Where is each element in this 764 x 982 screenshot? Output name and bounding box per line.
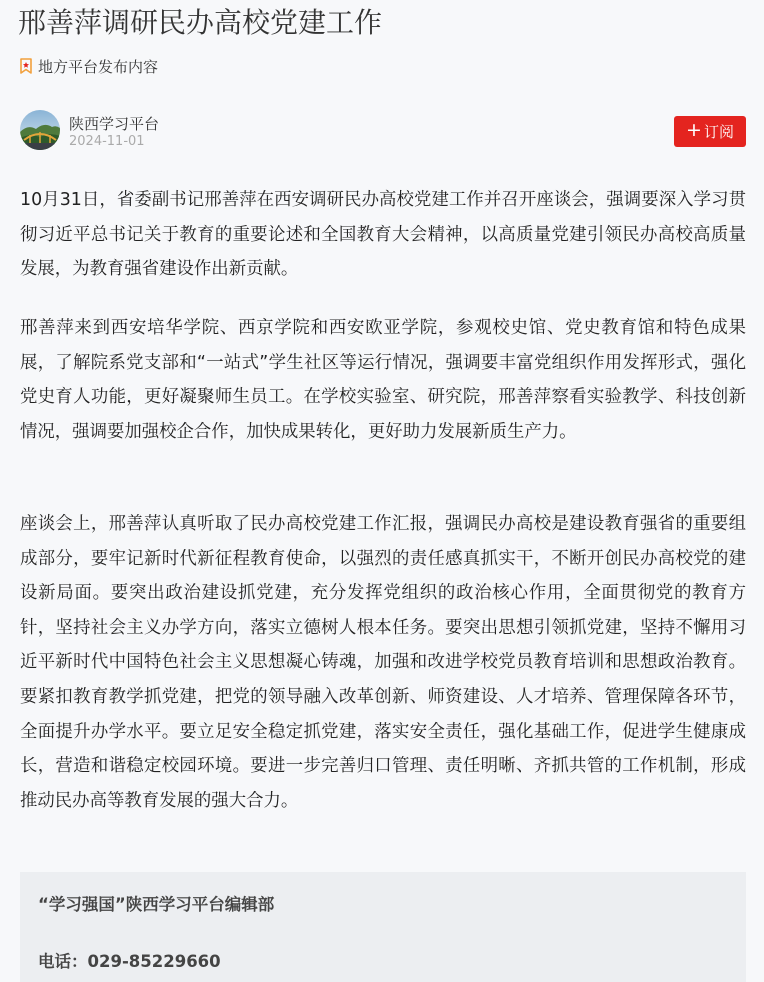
article-paragraph: 邢善萍来到西安培华学院、西京学院和西安欧亚学院，参观校史馆、党史教育馆和特色成果展，了解院系党支部和“一站式”学生社区等运行情况，强调要丰富党组织作用发挥形式，强化党史育人功能，更好凝聚师生员工。在学校实验室、研究院，邢善萍察看实验教学、科技创新情况，强调要加强校企合作，加快成果转化，更好助力发展新质生产力。 bbox=[20, 318, 746, 442]
author-name[interactable]: 陕西学习平台 bbox=[69, 115, 160, 133]
plus-icon: + bbox=[686, 119, 702, 141]
article-paragraph: 10月31日，省委副书记邢善萍在西安调研民办高校党建工作并召开座谈会，强调要深入学习贯彻习近平总书记关于教育的重要论述和全国教育大会精神，以高质量党建引领民办高校高质量发展，为教育强省建设作出新贡献。 bbox=[20, 190, 746, 280]
footer-phone: 电话：029-85229660 bbox=[38, 952, 221, 971]
footer-org: “学习强国”陕西学习平台编辑部 bbox=[38, 895, 275, 914]
article-title: 邢善萍调研民办高校党建工作 bbox=[18, 6, 383, 39]
publish-date: 2024-11-01 bbox=[69, 134, 145, 149]
avatar[interactable] bbox=[20, 110, 60, 150]
author-row bbox=[20, 110, 746, 152]
editorial-footer bbox=[20, 872, 746, 982]
subscribe-button[interactable] bbox=[674, 116, 746, 147]
subscribe-label: 订阅 bbox=[703, 123, 734, 141]
bookmark-badge-icon bbox=[20, 58, 32, 74]
source-tag bbox=[20, 56, 158, 76]
article-paragraph: 座谈会上，邢善萍认真听取了民办高校党建工作汇报，强调民办高校是建设教育强省的重要组成部分，要牢记新时代新征程教育使命，以强烈的责任感真抓实干，不断开创民办高校党的建设新局面。要突出政治建设抓党建，充分发挥党组织的政治核心作用，全面贯彻党的教育方针，坚持社会主义办学方向，落实立德树人根本任务。要突出思想引领抓党建，坚持不懈用习近平新时代中国特色社会主义思想凝心铸魂，加强和改进学校党员教育培训和思想政治教育。要紧扣教育教学抓党建，把党的领导融入改革创新、师资建设、人才培养、管理保障各环节，全面提升办学水平。要立足安全稳定抓党建，落实安全责任，强化基础工作，促进学生健康成长，营造和谐稳定校园环境。要进一步完善归口管理、责任明晰、齐抓共管的工作机制，形成推动民办高等教育发展的强大合力。 bbox=[20, 514, 746, 811]
source-label: 地方平台发布内容 bbox=[38, 57, 159, 76]
